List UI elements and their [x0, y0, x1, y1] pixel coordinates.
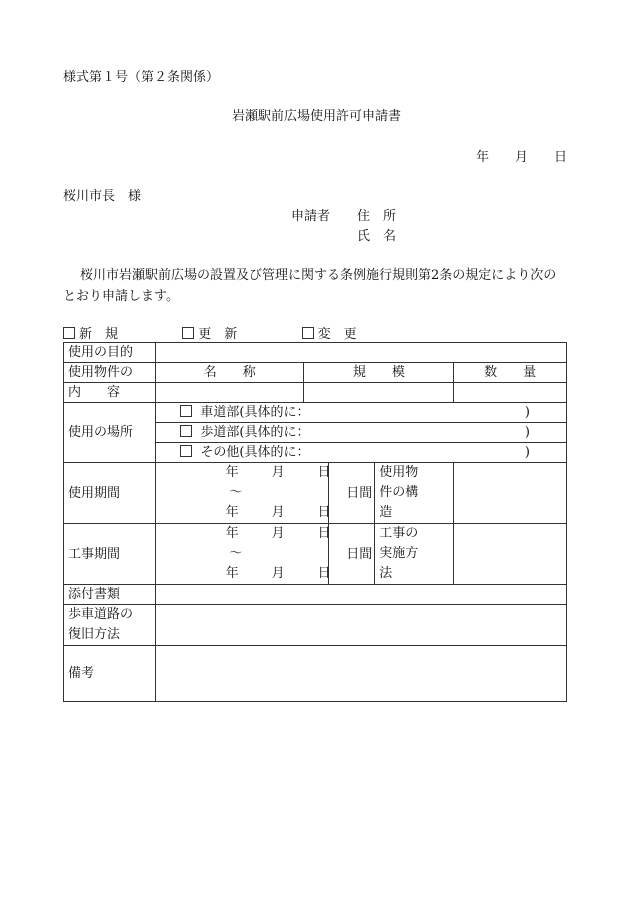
- row-remarks: [64, 646, 567, 702]
- use-period-days: 日間: [328, 463, 375, 524]
- structure-label: 使用物 件の構 造: [375, 463, 454, 524]
- checkbox-change[interactable]: 変 更: [302, 327, 357, 342]
- row-purpose: [64, 343, 567, 363]
- row-property-header: [64, 363, 567, 383]
- row-property-values: [64, 383, 567, 403]
- checkbox-icon: [180, 405, 192, 417]
- property-quantity-field[interactable]: [454, 383, 567, 403]
- structure-field[interactable]: [454, 463, 567, 524]
- body-text-line-1: 桜川市岩瀬駅前広場の設置及び管理に関する条例施行規則第2条の規定により次の: [80, 268, 557, 283]
- restore-label: 歩車道路の 復旧方法: [64, 605, 156, 646]
- row-restore: [64, 605, 567, 646]
- date-day: 日: [554, 150, 568, 165]
- place-option-roadway[interactable]: 車道部(具体的に： ): [156, 403, 567, 423]
- method-label: 工事の 実施方 法: [375, 524, 454, 585]
- body-text-line-2: とおり申請します。: [63, 289, 179, 304]
- place-option-other[interactable]: その他(具体的に： ): [156, 443, 567, 463]
- property-label-1: 使用物件の: [64, 363, 156, 383]
- checkbox-icon: [182, 327, 194, 339]
- restore-field[interactable]: [156, 605, 567, 646]
- col-quantity-header: 数 量: [454, 363, 567, 383]
- checkbox-new[interactable]: 新 規: [63, 327, 118, 342]
- checkbox-icon: [180, 425, 192, 437]
- date-month: 月: [515, 150, 529, 165]
- application-form-table: [63, 342, 567, 702]
- form-number: 様式第１号（第２条関係）: [63, 70, 220, 85]
- row-place-1: [64, 403, 567, 423]
- checkbox-renew[interactable]: 更 新: [182, 327, 237, 342]
- row-work-period: [64, 524, 567, 585]
- row-use-period: [64, 463, 567, 524]
- remarks-field[interactable]: [156, 646, 567, 702]
- work-period-label: 工事期間: [64, 524, 156, 585]
- work-period-dates[interactable]: 年 月 日 ～ 年 月 日: [156, 524, 328, 585]
- purpose-field[interactable]: [156, 343, 567, 363]
- checkbox-icon: [180, 445, 192, 457]
- applicant-address-label: 住 所: [357, 209, 397, 224]
- purpose-label: 使用の目的: [64, 343, 156, 363]
- property-name-field[interactable]: [156, 383, 304, 403]
- col-name-header: 名 称: [156, 363, 304, 383]
- col-scale-header: 規 模: [304, 363, 454, 383]
- method-field[interactable]: [454, 524, 567, 585]
- property-scale-field[interactable]: [304, 383, 454, 403]
- applicant-name-label: 氏 名: [357, 229, 397, 244]
- place-label: 使用の場所: [64, 403, 156, 463]
- date-line: [476, 146, 567, 165]
- work-period-days: 日間: [328, 524, 375, 585]
- application-type-options: [63, 323, 357, 342]
- document-title: 岩瀬駅前広場使用許可申請書: [232, 109, 402, 124]
- place-option-sidewalk[interactable]: 歩道部(具体的に： ): [156, 423, 567, 443]
- use-period-label: 使用期間: [64, 463, 156, 524]
- checkbox-icon: [302, 327, 314, 339]
- row-attachments: [64, 585, 567, 605]
- addressee: 桜川市長 様: [63, 189, 142, 204]
- property-label-2: 内 容: [64, 383, 156, 403]
- date-year: 年: [476, 150, 490, 165]
- remarks-label: 備考: [64, 646, 156, 702]
- checkbox-icon: [63, 327, 75, 339]
- attachments-field[interactable]: [156, 585, 567, 605]
- attachments-label: 添付書類: [64, 585, 156, 605]
- applicant-label: 申請者: [291, 209, 331, 224]
- use-period-dates[interactable]: 年 月 日 ～ 年 月 日: [156, 463, 328, 524]
